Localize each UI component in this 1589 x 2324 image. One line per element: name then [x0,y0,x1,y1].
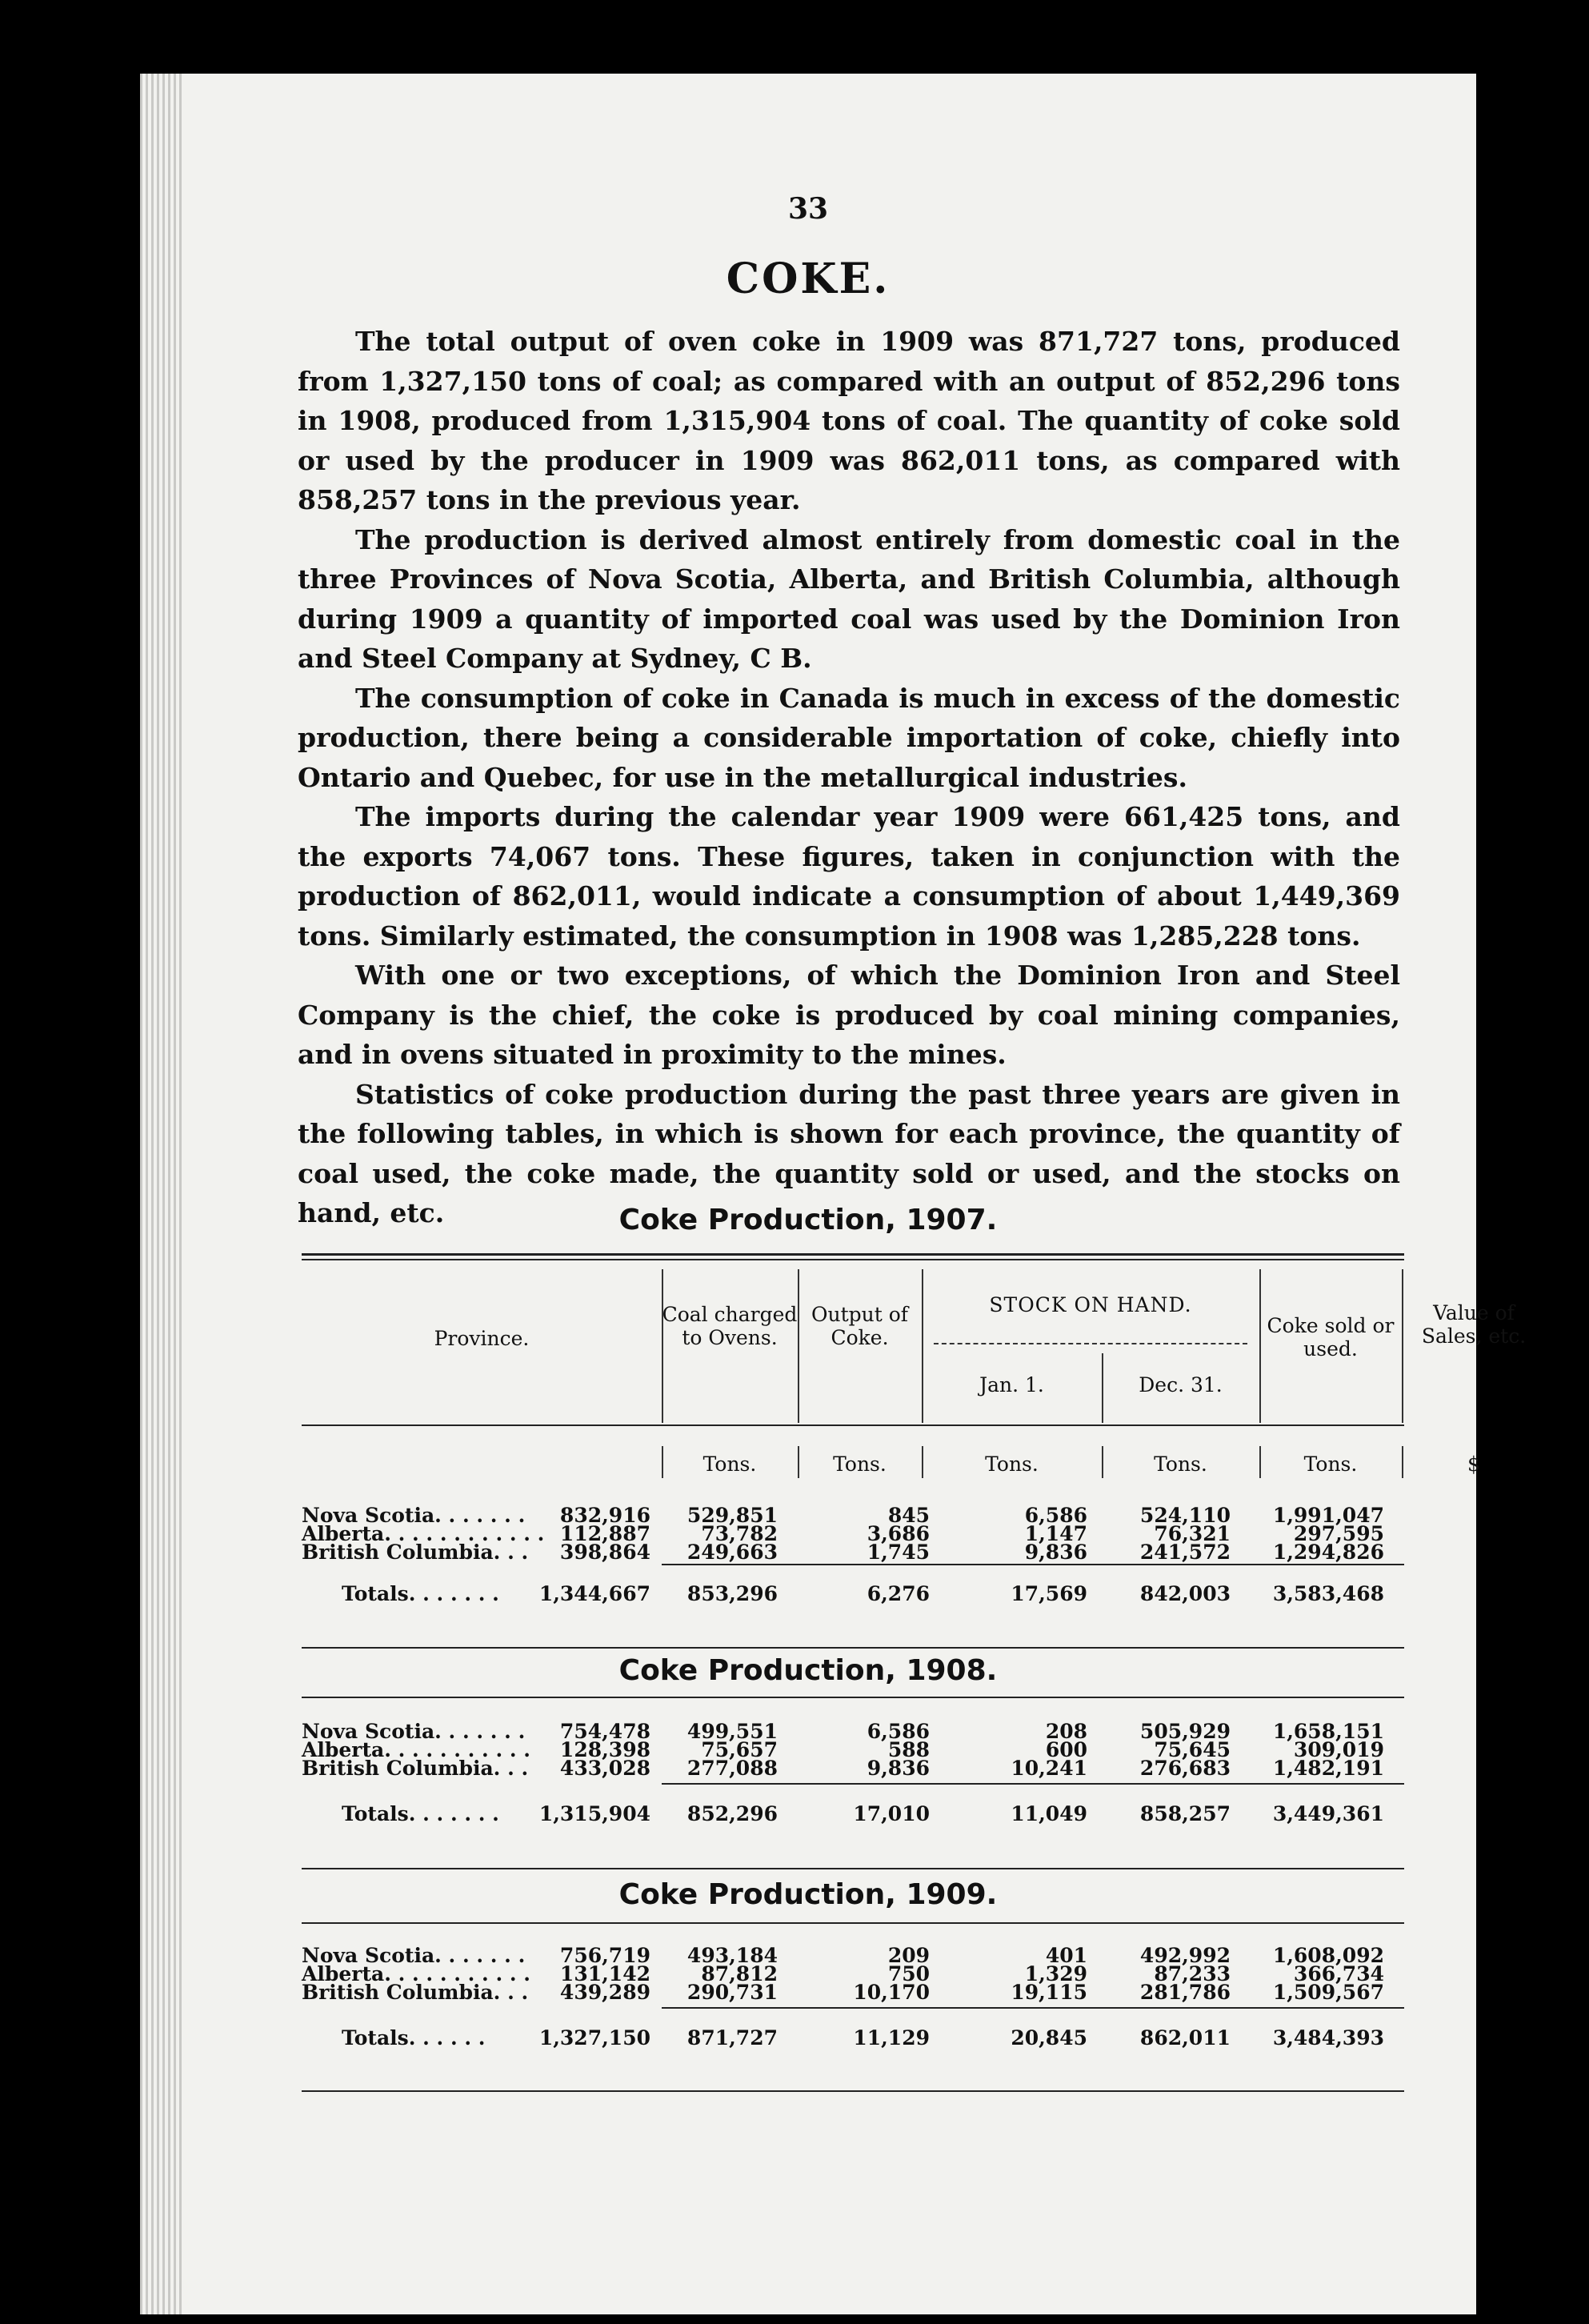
cell-jan1: 845 [887,1504,930,1527]
total-jan1: 11,129 [853,2026,930,2050]
subtotal-rule [662,1783,1404,1785]
cell-output: 87,812 [701,1962,778,1985]
header-stock-on-hand: STOCK ON HAND. [989,1293,1192,1316]
page-title: COKE. [726,254,891,303]
cell-coal: 112,887 [559,1522,650,1545]
scanned-page [140,74,1527,2314]
cell-coal: 754,478 [559,1720,650,1743]
table-row [302,1757,1404,1780]
cell-coal: 756,719 [559,1944,650,1967]
cell-sold: 505,929 [1139,1720,1231,1743]
header-jan1: Jan. 1. [979,1373,1044,1396]
cell-dec31: 1,329 [1024,1962,1087,1985]
unit-tons: Tons. [702,1452,757,1476]
table-title-1907: Coke Production, 1907. [618,1204,998,1236]
cell-output: 249,663 [686,1541,778,1564]
table-1908-rows [302,1720,1404,1780]
cell-output: 290,731 [686,1981,778,2004]
table-title-1908: Coke Production, 1908. [618,1654,998,1687]
total-output: 852,296 [686,1802,778,1825]
paragraph: The consumption of coke in Canada is much in excess of the domestic production, there being a considerable importation of coke, chiefly into Ontario and Quebec, for use in the metallurgical industries. [298,682,1400,793]
cell-output: 493,184 [686,1944,778,1967]
cell-jan1: 588 [887,1738,930,1761]
cell-dec31: 6,586 [1024,1504,1087,1527]
total-value: 3,449,361 [1272,1802,1384,1825]
cell-dec31: 208 [1045,1720,1087,1743]
cell-coal: 433,028 [559,1757,650,1780]
cell-coal: 439,289 [559,1981,650,2004]
paragraph: The total output of oven coke in 1909 was 871,727 tons, produced from 1,327,150 tons of coal; as compared with an output of 852,296 tons in 1908, produced from 1,315,904 tons of coal. The quantity of coke sold or used by the producer in 1909 was 862,011 tons, as compared with 858,257 tons in the previous year. [298,326,1400,515]
cell-province: Nova Scotia. . . . . . . [302,1720,526,1743]
unit-dollar: $ [1467,1452,1480,1476]
cell-value: 1,482,191 [1272,1757,1384,1780]
total-output: 871,727 [686,2026,778,2050]
cell-jan1: 6,586 [867,1720,930,1743]
cell-province: British Columbia. . . [302,1981,529,2004]
cell-province: Nova Scotia. . . . . . . [302,1944,526,1967]
total-value: 3,583,468 [1272,1582,1384,1605]
header-output: Output of Coke. [811,1303,909,1349]
subtotal-rule [662,1564,1404,1565]
total-jan1: 6,276 [867,1582,930,1605]
total-dec31: 20,845 [1011,2026,1087,2050]
total-coal: 1,344,667 [538,1582,650,1605]
table-end-rule [302,1868,1404,1869]
cell-sold: 276,683 [1139,1757,1231,1780]
table-1909-rows [302,1944,1404,2004]
cell-dec31: 401 [1045,1944,1087,1967]
table-top-rule [302,1697,1404,1698]
paragraph: Statistics of coke production during the past three years are given in the following tables, in which is shown for each province, the quantity of coal used, the coke made, the quantity sold or used, and the stocks on hand, etc. [298,1078,1400,1228]
unit-tons: Tons. [1303,1452,1358,1476]
body-text [298,322,1400,1233]
header-value: Value of Sales, etc. [1421,1301,1527,1348]
cell-coal: 832,916 [559,1504,650,1527]
cell-dec31: 600 [1045,1738,1087,1761]
total-coal: 1,315,904 [538,1802,650,1825]
total-dec31: 11,049 [1011,1802,1087,1825]
cell-sold: 241,572 [1139,1541,1231,1564]
cell-output: 73,782 [701,1522,778,1545]
unit-tons: Tons. [985,1452,1039,1476]
cell-province: Nova Scotia. . . . . . . [302,1504,526,1527]
cell-jan1: 3,686 [867,1522,930,1545]
cell-dec31: 10,241 [1011,1757,1087,1780]
table-1907-rows [302,1504,1404,1564]
cell-province: Alberta. . . . . . . . . . . . [302,1522,545,1545]
cell-jan1: 209 [887,1944,930,1967]
cell-value: 297,595 [1293,1522,1384,1545]
units-row [302,1446,1480,1478]
cell-output: 529,851 [686,1504,778,1527]
cell-dec31: 1,147 [1024,1522,1087,1545]
cell-dec31: 19,115 [1011,1981,1087,2004]
paragraph: With one or two exceptions, of which the Dominion Iron and Steel Company is the chief, the coke is produced by coal mining companies, and in ovens situated in proximity to the mines. [298,960,1400,1070]
cell-sold: 281,786 [1139,1981,1231,2004]
page-number: 33 [787,192,829,226]
totals-label: Totals. . . . . . [342,2026,486,2050]
cell-sold: 524,110 [1139,1504,1231,1527]
table-top-rule [302,1922,1404,1924]
header-top-rule-2 [302,1259,1404,1260]
table-1909-totals [302,2026,1404,2058]
header-coke-sold: Coke sold or used. [1267,1314,1395,1360]
paragraph: The imports during the calendar year 1909 were 661,425 tons, and the exports 74,067 tons. These figures, taken in conjunction with the production of 862,011, would indicate a consumption of about 1,449,369 tons. Similarly estimated, the consumption in 1908 was 1,285,228 tons. [298,801,1400,952]
cell-value: 1,509,567 [1272,1981,1384,2004]
table-row [302,1541,1404,1564]
unit-tons: Tons. [1154,1452,1207,1476]
cell-sold: 75,645 [1154,1738,1231,1761]
total-jan1: 17,010 [853,1802,930,1825]
table-title-1909: Coke Production, 1909. [618,1878,998,1911]
table-end-rule [302,1647,1404,1649]
column-divider [922,1269,923,1423]
total-value: 3,484,393 [1272,2026,1384,2050]
cell-sold: 87,233 [1154,1962,1231,1985]
total-sold: 862,011 [1139,2026,1231,2050]
header-coal-charged: Coal charged to Ovens. [662,1303,798,1349]
cell-jan1: 10,170 [853,1981,930,2004]
cell-province: Alberta. . . . . . . . . . . [302,1962,530,1985]
cell-province: British Columbia. . . [302,1541,529,1564]
cell-sold: 492,992 [1139,1944,1231,1967]
header-top-rule [302,1253,1404,1256]
table-column-header [302,1269,1527,1423]
cell-jan1: 9,836 [867,1757,930,1780]
cell-coal: 398,864 [559,1541,650,1564]
table-1908-totals [302,1802,1404,1834]
cell-value: 1,658,151 [1272,1720,1384,1743]
totals-label: Totals. . . . . . . [342,1582,499,1605]
cell-province: British Columbia. . . [302,1757,529,1780]
cell-dec31: 9,836 [1024,1541,1087,1564]
cell-jan1: 750 [887,1962,930,1985]
total-coal: 1,327,150 [538,2026,650,2050]
total-output: 853,296 [686,1582,778,1605]
cell-output: 277,088 [686,1757,778,1780]
totals-label: Totals. . . . . . . [342,1802,499,1825]
table-end-rule [302,2090,1404,2092]
cell-value: 366,734 [1293,1962,1384,1985]
total-sold: 842,003 [1139,1582,1231,1605]
table-row [302,1981,1404,2004]
cell-coal: 131,142 [559,1962,650,1985]
page-edge-stack [140,74,182,2314]
header-bottom-rule [302,1424,1404,1426]
cell-value: 1,294,826 [1272,1541,1384,1564]
table-1907-totals [302,1582,1404,1614]
total-sold: 858,257 [1139,1802,1231,1825]
cell-coal: 128,398 [559,1738,650,1761]
header-province: Province. [434,1327,530,1350]
total-dec31: 17,569 [1011,1582,1087,1605]
unit-tons: Tons. [833,1452,887,1476]
cell-output: 75,657 [701,1738,778,1761]
cell-value: 309,019 [1293,1738,1384,1761]
header-dec31: Dec. 31. [1139,1373,1223,1396]
cell-value: 1,991,047 [1272,1504,1384,1527]
cell-sold: 76,321 [1154,1522,1231,1545]
cell-output: 499,551 [686,1720,778,1743]
cell-jan1: 1,745 [867,1541,930,1564]
cell-value: 1,608,092 [1272,1944,1384,1967]
paragraph: The production is derived almost entirely from domestic coal in the three Provinces of Nova Scotia, Alberta, and British Columbia, although during 1909 a quantity of imported coal was used by the Dominion Iron and Steel Company at Sydney, C B. [298,523,1400,674]
stock-divider [934,1343,1247,1344]
cell-province: Alberta. . . . . . . . . . . [302,1738,530,1761]
subtotal-rule [662,2007,1404,2009]
